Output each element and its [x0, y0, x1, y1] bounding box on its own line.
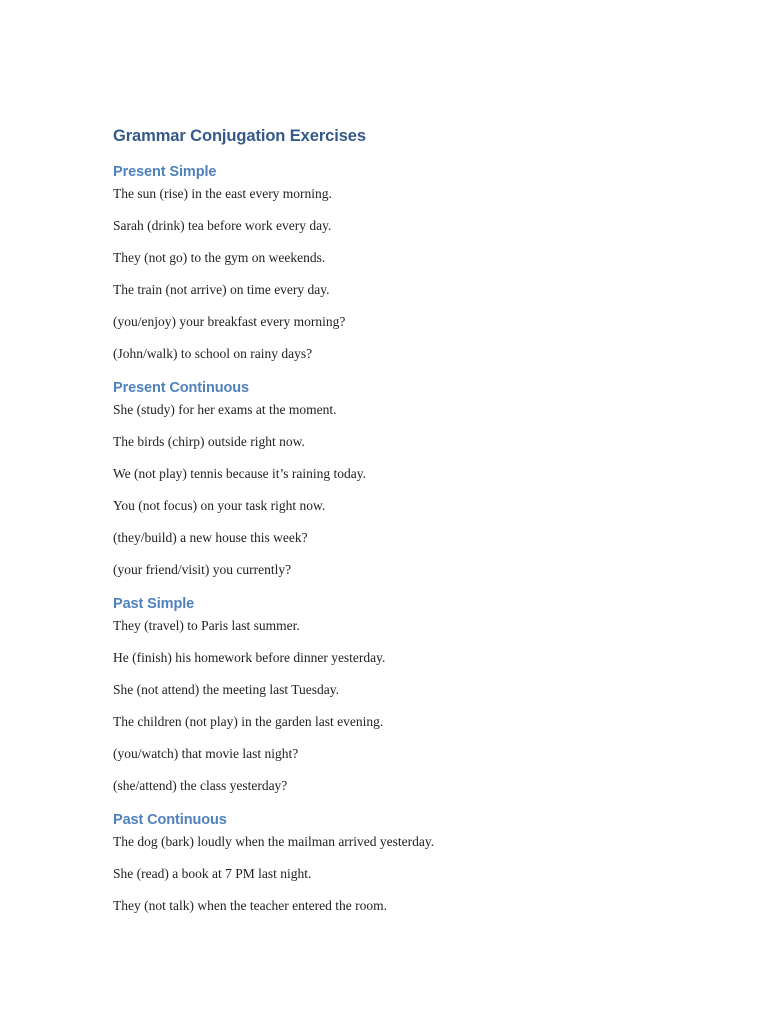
exercise-item: The birds (chirp) outside right now. — [113, 434, 305, 449]
exercise-item: She (not attend) the meeting last Tuesday. — [113, 682, 339, 697]
exercise-item: He (finish) his homework before dinner yesterday. — [113, 650, 386, 665]
exercise-item: (they/build) a new house this week? — [113, 530, 308, 545]
exercise-item: (your friend/visit) you currently? — [113, 562, 292, 577]
exercise-item: We (not play) tennis because it’s raining today. — [113, 466, 366, 481]
exercise-item: The dog (bark) loudly when the mailman arrived yesterday. — [113, 834, 435, 849]
exercise-item: Sarah (drink) tea before work every day. — [113, 218, 332, 233]
exercise-item: The sun (rise) in the east every morning. — [113, 186, 332, 201]
section-heading: Past Simple — [113, 596, 195, 612]
exercise-item: The children (not play) in the garden last evening. — [113, 714, 384, 729]
exercise-item: They (travel) to Paris last summer. — [113, 618, 300, 633]
exercise-item: She (study) for her exams at the moment. — [113, 402, 337, 417]
section-heading: Present Simple — [113, 164, 217, 180]
document-page — [113, 124, 713, 928]
exercise-item: (you/enjoy) your breakfast every morning? — [113, 314, 346, 329]
section-heading: Present Continuous — [113, 380, 249, 396]
document-title: Grammar Conjugation Exercises — [113, 127, 366, 145]
exercise-item: (you/watch) that movie last night? — [113, 746, 299, 761]
section-present-simple — [113, 160, 713, 376]
section-past-continuous — [113, 808, 713, 928]
section-present-continuous — [113, 376, 713, 592]
exercise-item: They (not go) to the gym on weekends. — [113, 250, 326, 265]
exercise-item: (she/attend) the class yesterday? — [113, 778, 288, 793]
section-heading: Past Continuous — [113, 812, 227, 828]
exercise-item: The train (not arrive) on time every day. — [113, 282, 330, 297]
exercise-item: She (read) a book at 7 PM last night. — [113, 866, 312, 881]
exercise-item: You (not focus) on your task right now. — [113, 498, 326, 513]
section-past-simple — [113, 592, 713, 808]
exercise-item: They (not talk) when the teacher entered the room. — [113, 898, 388, 913]
exercise-item: (John/walk) to school on rainy days? — [113, 346, 313, 361]
